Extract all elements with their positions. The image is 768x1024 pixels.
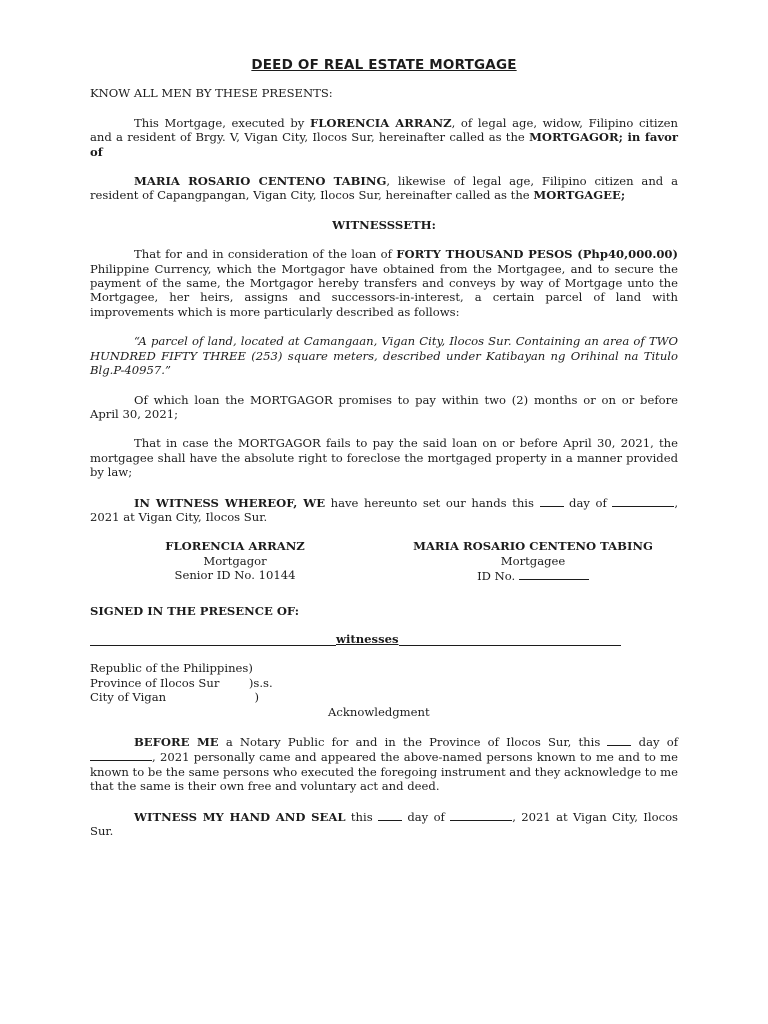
text-span: That for and in consideration of the loan of — [134, 247, 397, 262]
blank-line-month — [450, 809, 512, 821]
acknowledgment-heading: Acknowledgment — [328, 704, 430, 719]
blank-line-id — [519, 568, 589, 580]
text-span: day of — [402, 809, 451, 824]
text-span: This Mortgage, executed by — [134, 115, 311, 130]
witness-blank-left — [90, 634, 336, 646]
text-span: Philippine Currency, which the Mortgagor have obtained from the Mortgagee, and to secure the payment of the same, the Mortgagor hereby transfers and conveys by way of Mortgage unto the Mortgagee, her heirs, assigns and successors-in-interest, a certain parcel of land with improvements which is more particularly described as follows: — [90, 261, 678, 319]
hand-seal-lead: WITNESS MY HAND AND SEAL — [134, 809, 346, 824]
before-me-lead: BEFORE ME — [134, 735, 219, 749]
opening-line: KNOW ALL MEN BY THESE PRESENTS: — [90, 86, 333, 101]
property-description: “A parcel of land, located at Camangaan, Vigan City, Ilocos Sur. Containing an area of TWO HUNDRED FIFTY THREE (253) square meters, described under Katibayan ng Orihinal na Titulo Blg.P-40957.” — [90, 334, 678, 378]
signed-presence-heading: SIGNED IN THE PRESENCE OF: — [90, 603, 300, 618]
blank-line-day — [378, 809, 402, 821]
witness-blank-right — [399, 634, 621, 646]
witnesseth-heading: WITNESSSETH: — [332, 217, 436, 232]
paragraph-mortgagee — [90, 174, 678, 203]
blank-line-month — [90, 749, 152, 761]
text-span: , of legal age, widow, Filipino citizen and a resident of Brgy. V, Vigan City, Ilocos Sur, hereinafter called as the — [90, 115, 679, 145]
paragraph-hand-and-seal — [90, 809, 678, 839]
mortgagor-name: FLORENCIA ARRANZ — [310, 115, 452, 130]
signatory-role: Mortgagee — [500, 553, 566, 568]
witnesses-line — [90, 632, 678, 646]
mortgagee-name: MARIA ROSARIO CENTENO TABING — [134, 174, 387, 189]
venue-block — [90, 661, 678, 704]
text-span: day of — [563, 495, 613, 510]
paragraph-mortgagor — [90, 116, 678, 159]
mortgagee-role: MORTGAGEE; — [533, 188, 626, 203]
signatory-mortgagor — [100, 539, 370, 583]
text-span: a Notary Public for and in the Province of Ilocos Sur, this — [218, 735, 608, 749]
signatory-id: Senior ID No. 10144 — [174, 568, 296, 583]
paragraph-foreclosure: That in case the MORTGAGOR fails to pay the said loan on or before April 30, 2021, the mortgagee shall have the absolute right to foreclose the mortgaged property in a manner provided by law; — [90, 436, 678, 480]
blank-line-day — [607, 734, 631, 746]
venue-city: City of Vigan ) — [90, 690, 260, 705]
signatory-mortgagee — [388, 539, 678, 583]
venue-republic: Republic of the Philippines) — [90, 661, 253, 676]
text-span: day of — [631, 735, 678, 749]
text-span: have hereunto set our hands this — [325, 495, 540, 510]
signature-block — [90, 539, 678, 583]
signatory-name: FLORENCIA ARRANZ — [165, 539, 305, 554]
signatory-id — [388, 568, 678, 583]
in-witness-lead: IN WITNESS WHEREOF, WE — [134, 495, 326, 510]
loan-amount: FORTY THOUSAND PESOS (Php40,000.00) — [396, 247, 678, 262]
document-title: DEED OF REAL ESTATE MORTGAGE — [251, 57, 517, 73]
paragraph-consideration — [90, 247, 678, 319]
blank-line-day — [540, 495, 564, 507]
mortgagor-role: MORTGAGOR; in favor of — [90, 130, 678, 159]
witnesses-label: witnesses — [336, 631, 399, 646]
blank-line-month — [612, 495, 674, 507]
signatory-name: MARIA ROSARIO CENTENO TABING — [413, 539, 653, 554]
text-span: , likewise of legal age, Filipino citizen and a resident of Capangpangan, Vigan City, Ilocos Sur, hereinafter called as the — [90, 174, 678, 203]
id-label: ID No. — [477, 569, 519, 584]
paragraph-before-me — [90, 734, 678, 794]
text-span: , 2021 personally came and appeared the above-named persons known to me and to me known to be the same persons who executed the foregoing instrument and they acknowledge to me that the same is their own free and voluntary act and deed. — [90, 750, 678, 794]
paragraph-in-witness — [90, 495, 678, 525]
text-span: this — [345, 809, 378, 824]
signatory-role: Mortgagor — [203, 553, 267, 568]
paragraph-payment-terms: Of which loan the MORTGAGOR promises to pay within two (2) months or on or before April 30, 2021; — [90, 392, 678, 421]
text-span: , 2021 at Vigan City, Ilocos Sur. — [90, 495, 678, 524]
text-span: , 2021 at Vigan City, Ilocos Sur. — [90, 809, 679, 839]
venue-province: Province of Ilocos Sur )s.s. — [90, 675, 273, 690]
